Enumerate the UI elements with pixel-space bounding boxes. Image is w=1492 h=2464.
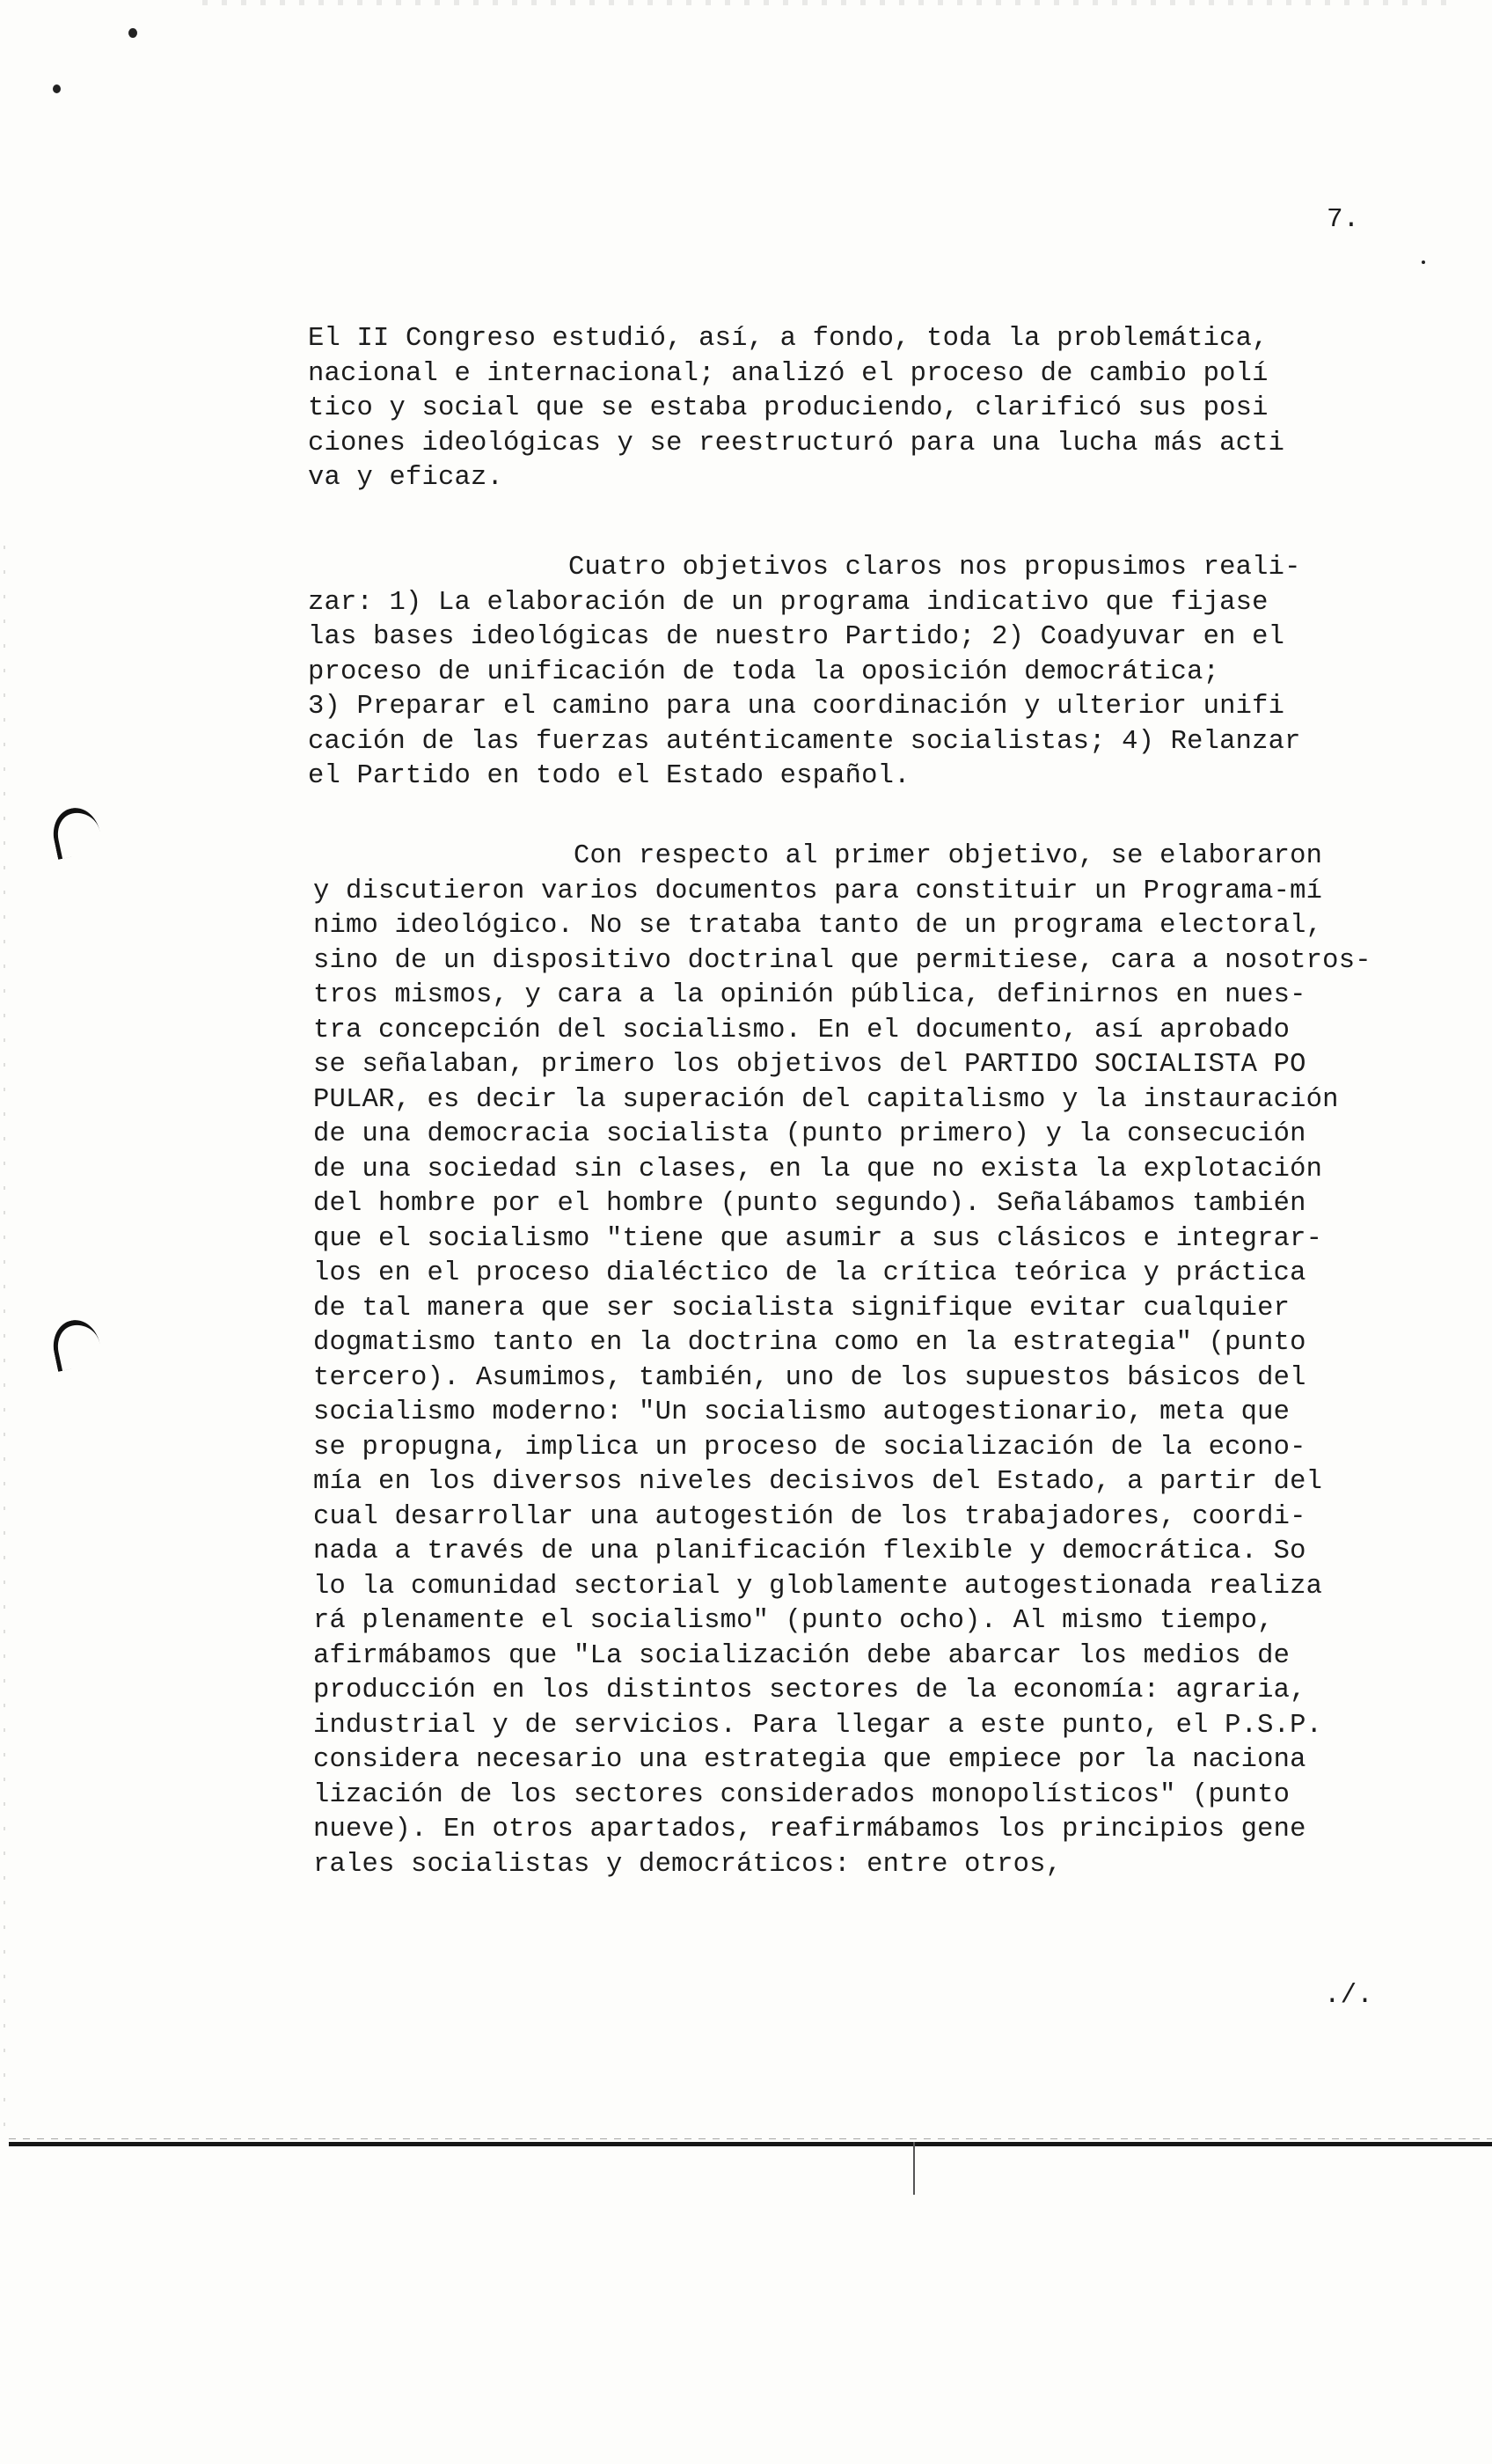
paragraph-congress: [308, 322, 1452, 496]
text-line: mía en los diversos niveles decisivos del Estado, a partir del: [313, 1467, 1323, 1497]
text-line: que el socialismo "tiene que asumir a sus clásicos e integrar-: [313, 1223, 1323, 1254]
text-line: se señalaban, primero los objetivos del PARTIDO SOCIALISTA PO: [313, 1050, 1306, 1080]
text-line: los en el proceso dialéctico de la crítica teórica y práctica: [313, 1258, 1306, 1288]
text-line: socialismo moderno: "Un socialismo autogestionario, meta que: [313, 1397, 1291, 1427]
ink-speck: [128, 28, 137, 38]
text-line: dogmatismo tanto en la doctrina como en la estrategia" (punto: [313, 1328, 1306, 1358]
text-line: nimo ideológico. No se trataba tanto de un programa electoral,: [313, 911, 1323, 941]
text-line: 3) Preparar el camino para una coordinación y ulterior unifi: [308, 692, 1285, 722]
text-line: lización de los sectores considerados monopolísticos" (punto: [313, 1779, 1291, 1810]
text-line: las bases ideológicas de nuestro Partido; 2) Coadyuvar en el: [308, 622, 1285, 652]
punch-hole-mark: [48, 803, 104, 860]
text-line: Cuatro objetivos claros nos propusimos reali-: [308, 553, 1301, 583]
text-line: nada a través de una planificación flexible y democrática. So: [313, 1536, 1306, 1566]
page-bottom-rule: [9, 2142, 1492, 2146]
text-line: El II Congreso estudió, así, a fondo, toda la problemática,: [308, 324, 1269, 354]
text-line: producción en los distintos sectores de la economía: agraria,: [313, 1676, 1306, 1705]
text-line: sino de un dispositivo doctrinal que permitiese, cara a nosotros-: [313, 945, 1371, 976]
text-line: nueve). En otros apartados, reafirmábamos los principios gene: [313, 1815, 1306, 1844]
page-bottom-tick: [913, 2142, 915, 2195]
ink-speck: [1422, 260, 1425, 264]
text-line: tros mismos, y cara a la opinión pública, definirnos en nues-: [313, 980, 1306, 1010]
text-line: tico y social que se estaba produciendo, clarificó sus posi: [308, 393, 1269, 423]
text-line: afirmábamos que "La socialización debe abarcar los medios de: [313, 1640, 1291, 1671]
text-line: zar: 1) La elaboración de un programa indicativo que fijase: [308, 587, 1269, 618]
text-line: proceso de unificación de toda la oposición democrática;: [308, 656, 1220, 687]
scan-artifact-left: [4, 546, 5, 2130]
text-line: lo la comunidad sectorial y globlamente autogestionada realiza: [313, 1571, 1323, 1602]
text-line: industrial y de servicios. Para llegar a este punto, el P.S.P.: [313, 1710, 1323, 1741]
text-line: rá plenamente el socialismo" (punto ocho). Al mismo tiempo,: [313, 1606, 1274, 1636]
punch-hole-mark: [48, 1316, 104, 1372]
text-line: de una sociedad sin clases, en la que no exista la explotación: [313, 1154, 1323, 1184]
text-line: cación de las fuerzas auténticamente socialistas; 4) Relanzar: [308, 726, 1301, 757]
text-line: tercero). Asumimos, también, uno de los supuestos básicos del: [313, 1362, 1306, 1393]
page-number: 7.: [1327, 204, 1360, 235]
text-line: de tal manera que ser socialista signifique evitar cualquier: [313, 1293, 1291, 1324]
text-line: cual desarrollar una autogestión de los trabajadores, coordi-: [313, 1501, 1306, 1532]
page-bottom-faint-line: [9, 2138, 1492, 2139]
paragraph-objectives: [308, 551, 1452, 795]
scan-artifact-top: [202, 0, 1452, 5]
text-line: considera necesario una estrategia que empiece por la naciona: [313, 1745, 1306, 1775]
text-line: rales socialistas y democráticos: entre otros,: [313, 1849, 1063, 1880]
text-line: el Partido en todo el Estado español.: [308, 761, 911, 791]
text-line: tra concepción del socialismo. En el documento, así aprobado: [313, 1015, 1291, 1045]
text-line: va y eficaz.: [308, 463, 504, 493]
continuation-mark: ./.: [1324, 1980, 1373, 2011]
text-line: de una democracia socialista (punto primero) y la consecución: [313, 1119, 1306, 1149]
text-line: Con respecto al primer objetivo, se elaboraron: [313, 841, 1323, 871]
paragraph-program: [313, 840, 1457, 1882]
ink-speck: [53, 84, 61, 93]
text-line: y discutieron varios documentos para constituir un Programa-mí: [313, 876, 1323, 906]
text-line: PULAR, es decir la superación del capitalismo y la instauración: [313, 1084, 1339, 1115]
text-line: del hombre por el hombre (punto segundo). Señalábamos también: [313, 1189, 1306, 1219]
text-line: nacional e internacional; analizó el proceso de cambio polí: [308, 358, 1269, 389]
text-line: ciones ideológicas y se reestructuró para una lucha más acti: [308, 428, 1285, 458]
text-line: se propugna, implica un proceso de socialización de la econo-: [313, 1432, 1306, 1463]
